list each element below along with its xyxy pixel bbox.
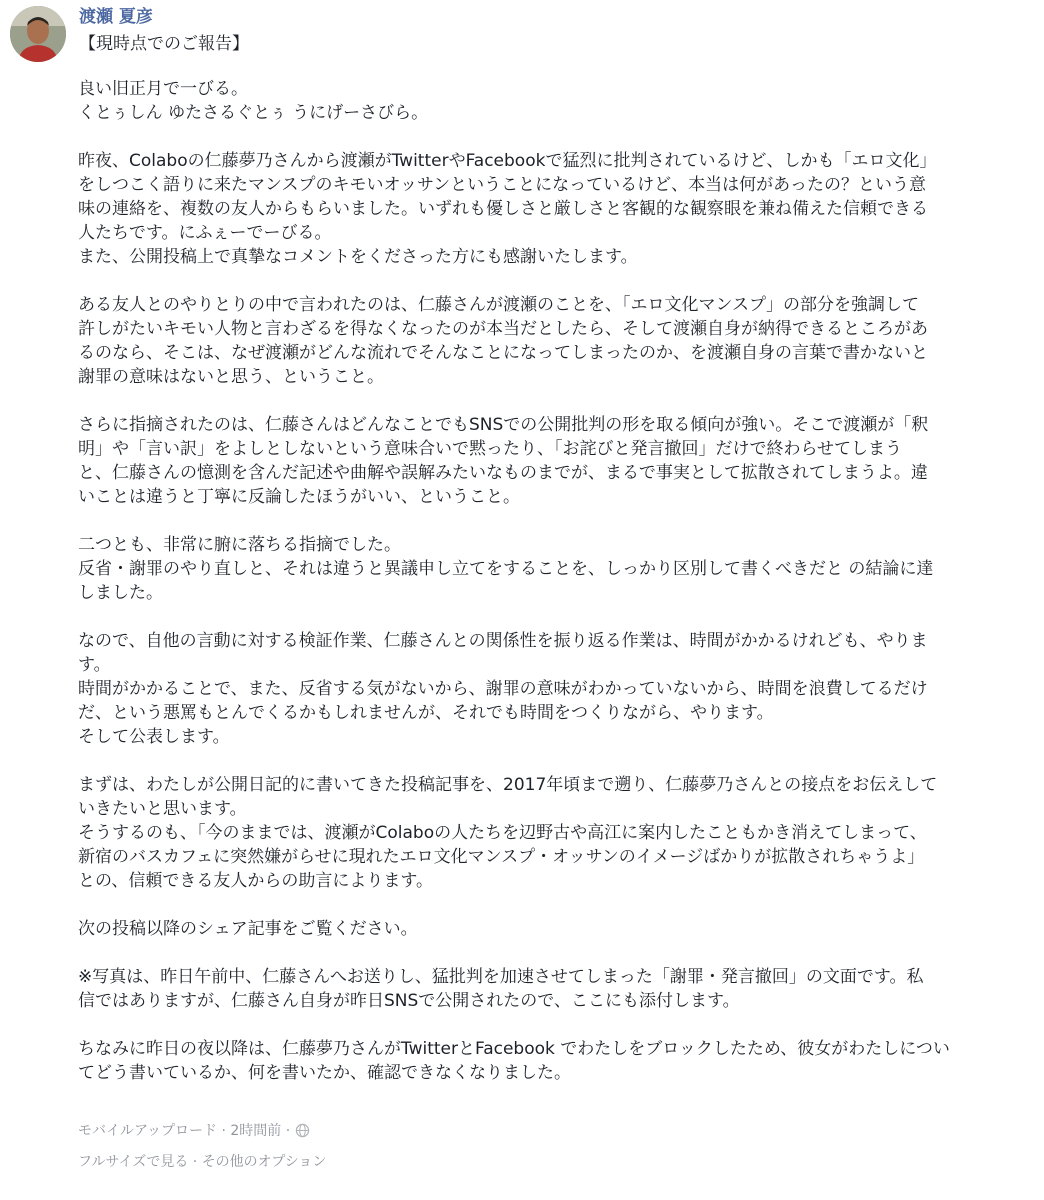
meta-separator: · <box>221 1123 226 1139</box>
post-body <box>78 77 1030 1109</box>
post-paragraph <box>78 629 1030 749</box>
post-text-line: ある友人とのやりとりの中で言われたのは、仁藤さんが渡瀬のことを、「エロ文化マンスプ」の部分を強調して <box>78 295 919 315</box>
post-text-line: 次の投稿以降のシェア記事をご覧ください。 <box>78 919 418 939</box>
post-text-line: 良い旧正月で一びる。 <box>78 79 248 99</box>
timestamp-link[interactable]: 2時間前 <box>230 1123 282 1139</box>
post-paragraph <box>78 1037 1030 1085</box>
post-text-line: 昨夜、Colaboの仁藤夢乃さんから渡瀬がTwitterやFacebookで猛烈に批判されているけど、しかも「エロ文化」 <box>78 151 937 171</box>
post-paragraph <box>78 773 1030 893</box>
meta-separator: · <box>285 1123 291 1139</box>
post-text-line: くとぅしん ゆたさるぐとぅ うにげーさびら。 <box>78 103 429 123</box>
globe-icon[interactable] <box>295 1123 310 1144</box>
post-text-line: さらに指摘されたのは、仁藤さんはどんなことでもSNSでの公開批判の形を取る傾向が強い。そこで渡瀬が「釈 <box>78 415 929 435</box>
post-text-line: 味の連絡を、複数の友人からもらいました。いずれも優しさと厳しさと客観的な観察眼を兼ね備えた信頼できる <box>78 199 928 219</box>
post-text-line: と、仁藤さんの憶測を含んだ記述や曲解や誤解みたいなものまでが、まるで事実として拡散されてしまうよ。違 <box>78 463 928 483</box>
post-text-line: 時間がかかることで、また、反省する気がないから、謝罪の意味がわかっていないから、時間を浪費してるだけ <box>78 679 928 699</box>
post-text-line: なので、自他の言動に対する検証作業、仁藤さんとの関係性を振り返る作業は、時間がかかるけれども、やりま <box>78 631 928 651</box>
post-text-line: 人たちです。にふぇーでーびる。 <box>78 223 332 243</box>
post-meta <box>78 1121 310 1144</box>
post-text-line: そうするのも、「今のままでは、渡瀬がColaboの人たちを辺野古や高江に案内したこともかき消えてしまって、 <box>78 823 927 843</box>
post-text-line: 明」や「言い訳」をよしとしないという意味合いで黙ったり、「お詫びと発言撤回」だけで終わらせてしまう <box>78 439 902 459</box>
post-paragraph <box>78 149 1030 269</box>
post-paragraph <box>78 293 1030 389</box>
post-text-line: をしつこく語りに来たマンスプのキモいオッサンということになっているけど、本当は何があったの？という意 <box>78 175 926 195</box>
post-text-line: 謝罪の意味はないと思う、ということ。 <box>78 367 384 387</box>
post-paragraph <box>78 77 1030 125</box>
post-text-line: だ、という悪罵もとんでくるかもしれませんが、それでも時間をつくりながら、やります。 <box>78 703 774 723</box>
post-text-line: るのなら、そこは、なぜ渡瀬がどんな流れでそんなことになってしまったのか、を渡瀬自身の言葉で書かないと <box>78 343 928 363</box>
post-text-line: しました。 <box>78 583 163 603</box>
post-heading: 【現時点でのご報告】 <box>79 34 249 54</box>
post-text-line: す。 <box>78 655 111 675</box>
post-text-line: そして公表します。 <box>78 727 230 747</box>
post-text-line: また、公開投稿上で真摯なコメントをくださった方にも感謝いたします。 <box>78 247 638 267</box>
post-text-line: てどう書いているか、何を書いたか、確認できなくなりました。 <box>78 1063 571 1083</box>
author-name-link[interactable]: 渡瀬 夏彦 <box>79 7 153 27</box>
post-text-line: ※写真は、昨日午前中、仁藤さんへお送りし、猛批判を加速させてしまった「謝罪・発言撤回」の文面です。私 <box>78 967 924 987</box>
post-text-line: との、信頼できる友人からの助言によります。 <box>78 871 433 891</box>
author-avatar[interactable] <box>10 6 66 62</box>
post-text-line: 二つとも、非常に腑に落ちる指摘でした。 <box>78 535 401 555</box>
post-text-line: 新宿のバスカフェに突然嫌がらせに現れたエロ文化マンスプ・オッサンのイメージばかりが拡散されちゃうよ」 <box>78 847 925 867</box>
post-paragraph <box>78 965 1030 1013</box>
view-full-size-link[interactable]: フルサイズで見る <box>78 1154 189 1170</box>
post-text-line: ちなみに昨日の夜以降は、仁藤夢乃さんがTwitterとFacebook でわたしをブロックしたため、彼女がわたしについ <box>78 1039 950 1059</box>
post-paragraph <box>78 413 1030 509</box>
post-text-line: いきたいと思います。 <box>78 799 247 819</box>
post-text-line: いことは違うと丁寧に反論したほうがいい、ということ。 <box>78 487 520 507</box>
post-text-line: 反省・謝罪のやり直しと、それは違うと異議申し立てをすることを、しっかり区別して書くべきだと の結論に達 <box>78 559 934 579</box>
post-paragraph <box>78 533 1030 605</box>
upload-source-link[interactable]: モバイルアップロード <box>78 1123 218 1139</box>
more-options-link[interactable]: その他のオプション <box>201 1154 327 1170</box>
meta-separator: · <box>192 1154 198 1170</box>
photo-actions <box>78 1152 326 1172</box>
post-text-line: まずは、わたしが公開日記的に書いてきた投稿記事を、2017年頃まで遡り、仁藤夢乃さんとの接点をお伝えして <box>78 775 938 795</box>
profile-photo-icon <box>10 6 66 62</box>
post-text-line: 許しがたいキモい人物と言わざるを得なくなったのが本当だとしたら、そして渡瀬自身が納得できるところがあ <box>78 319 928 339</box>
post-text-line: 信ではありますが、仁藤さん自身が昨日SNSで公開されたので、ここにも添付します。 <box>78 991 740 1011</box>
post-paragraph <box>78 917 1030 941</box>
